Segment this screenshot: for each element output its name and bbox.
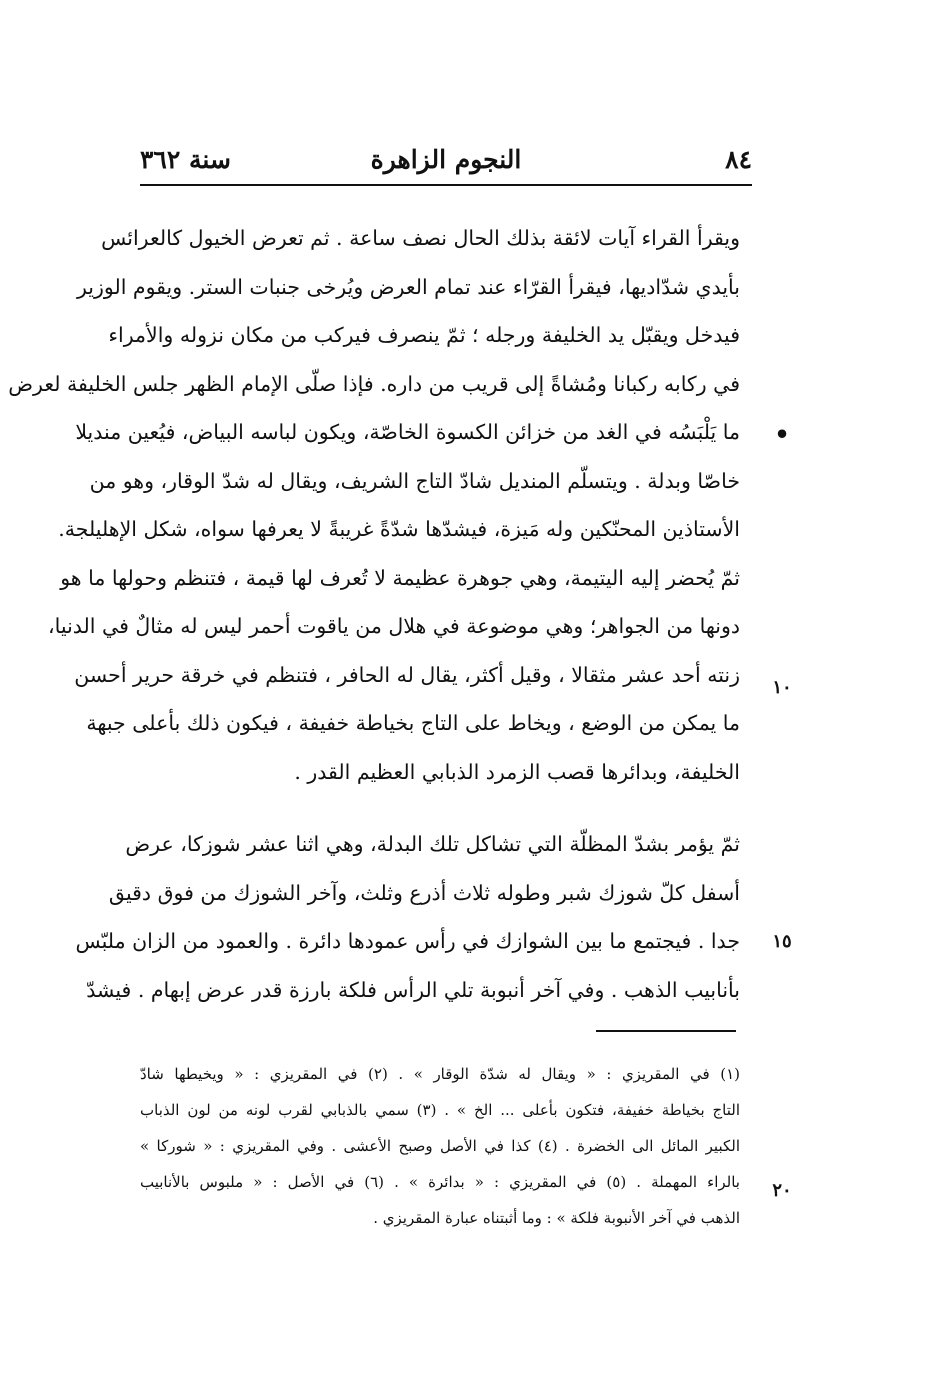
text-line: ثمّ يُحضر إليه اليتيمة، وهي جوهرة عظيمة لا تُعرف لها قيمة ، فتنظم وحولها ما هو xyxy=(60,565,740,590)
paragraph-1 xyxy=(8,214,740,796)
header-divider xyxy=(140,184,752,186)
footnote-divider xyxy=(596,1030,736,1032)
text-line: الأستاذين المحنّكين وله مَيزة، فيشدّها شدّةً غريبةً لا يعرفها سواه، شكل الإهليلجة. xyxy=(58,517,740,541)
footnote-line: التاج بخياطة خفيفة، فتكون بأعلى ... الخ » . (٣) سمي بالذبابي لقرب لونه من لون الذباب xyxy=(140,1101,740,1119)
text-line: أسفل كلّ شوزك شبر وطوله ثلاث أذرع وثلث، وآخر الشوزك من فوق دقيق xyxy=(108,880,740,905)
footnotes xyxy=(140,1056,740,1236)
text-line: بأنابيب الذهب . وفي آخر أنبوبة تلي الرأس فلكة بارزة قدر عرض إبهام . فيشدّ xyxy=(86,977,740,1002)
book-title: النجوم الزاهرة xyxy=(370,145,522,174)
text-line: ما يمكن من الوضع ، ويخاط على التاج بخياطة خفيفة ، فيكون ذلك بأعلى جبهة xyxy=(86,711,740,735)
page-number: ٨٤ xyxy=(725,145,752,174)
text-line: فيدخل ويقبّل يد الخليفة ورجله ؛ ثمّ ينصرف فيركب من مكان نزوله والأمراء xyxy=(108,323,740,347)
running-header xyxy=(140,140,752,180)
text-line: بأيدي شدّاديها، فيقرأ القرّاء عند تمام العرض ويُرخى جنبات الستر. ويقوم الوزير xyxy=(76,274,740,299)
margin-line-10-marker: ١٠ xyxy=(772,677,792,698)
year-heading: سنة ٣٦٢ xyxy=(140,145,231,174)
paragraph-2 xyxy=(75,820,740,1014)
footnote-line: (١) في المقريزي : « ويقال له شدّة الوقار » . (٢) في المقريزي : « ويخيطها شادّ xyxy=(140,1065,740,1083)
margin-line-20-marker: ٢٠ xyxy=(772,1180,792,1201)
text-line: الخليفة، وبدائرها قصب الزمرد الذبابي العظيم القدر . xyxy=(294,759,740,784)
footnote-line: الكبير المائل الى الخضرة . (٤) كذا في الأصل وصبح الأعشى . وفي المقريزي : « شوركا » xyxy=(140,1137,740,1155)
text-line: زنته أحد عشر مثقالا ، وقيل أكثر، يقال له الحافر ، فتنظم في خرقة حرير أحسن xyxy=(74,662,740,687)
margin-line-15-marker: ١٥ xyxy=(772,931,792,952)
text-line: ويقرأ القراء آيات لائقة بذلك الحال نصف ساعة . ثم تعرض الخيول كالعرائس xyxy=(101,226,740,250)
text-line: خاصّا وبدلة . ويتسلّم المنديل شادّ التاج الشريف، ويقال له شدّ الوقار، وهو من xyxy=(89,468,740,493)
text-line: في ركابه ركبانا ومُشاةً إلى قريب من داره. فإذا صلّى الإمام الظهر جلس الخليفة لعرض xyxy=(8,371,740,396)
footnote-line: الذهب في آخر الأنبوبة فلكة » : وما أثبتناه عبارة المقريزي . xyxy=(373,1209,740,1227)
text-line: جدا . فيجتمع ما بين الشوازك في رأس عمودها دائرة . والعمود من الزان ملبّس xyxy=(75,929,740,953)
text-line: ما يَلْبَسُه في الغد من خزائن الكسوة الخاصّة، ويكون لباسه البياض، فيُعين منديلا xyxy=(75,420,740,444)
margin-line-5-marker: • xyxy=(774,420,790,449)
text-line: دونها من الجواهر؛ وهي موضوعة في هلال من ياقوت أحمر ليس له مثالٌ في الدنيا، xyxy=(48,614,740,638)
text-line: ثمّ يؤمر بشدّ المظلّة التي تشاكل تلك البدلة، وهي اثنا عشر شوزكا، عرض xyxy=(125,832,740,856)
footnote-line: بالراء المهملة . (٥) في المقريزي : « بدائرة » . (٦) في الأصل : « ملبوس بالأنابيب xyxy=(140,1173,740,1191)
